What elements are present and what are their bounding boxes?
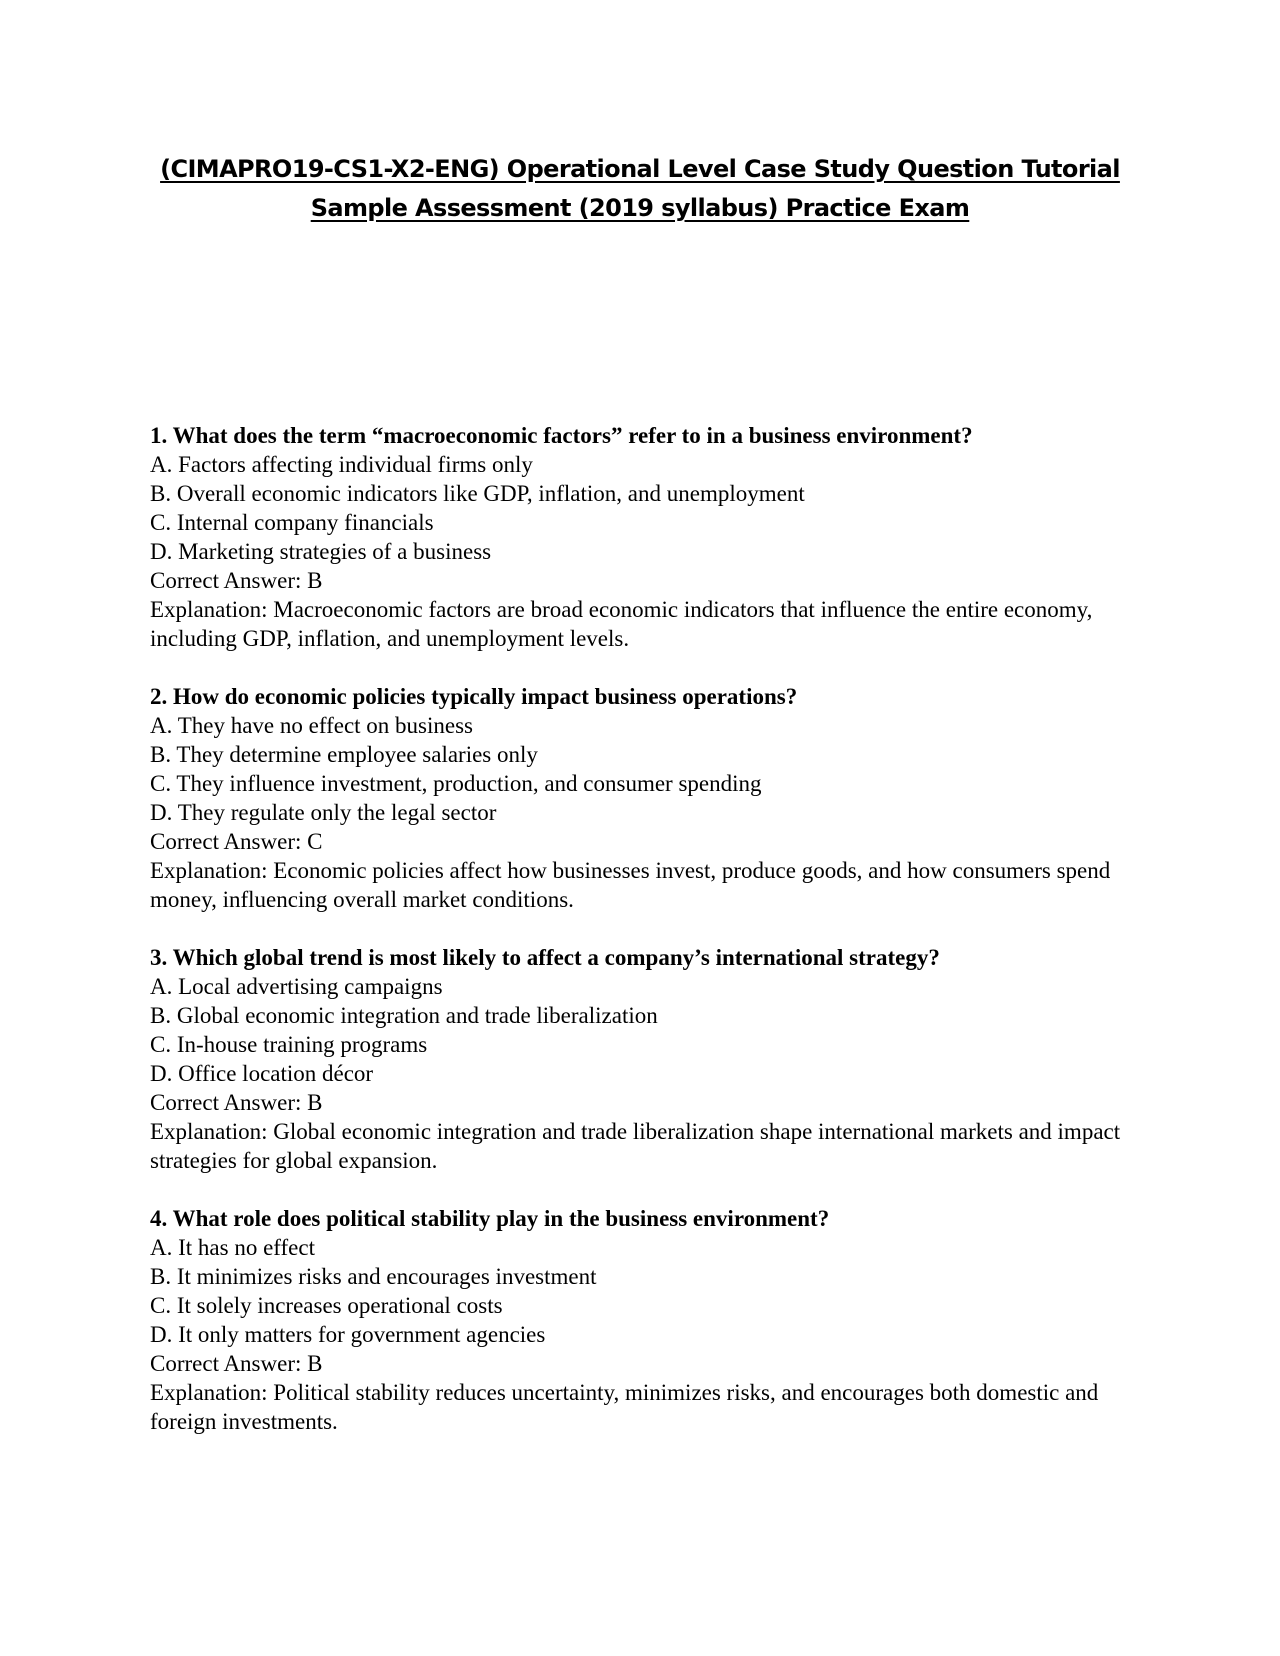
option-c: C. They influence investment, production, and consumer spending <box>150 771 762 796</box>
option-b: B. They determine employee salaries only <box>150 742 538 767</box>
option-d: D. Office location décor <box>150 1061 374 1086</box>
option-a: A. Local advertising campaigns <box>150 974 443 999</box>
question-list <box>150 421 1150 1465</box>
question-text: 2. How do economic policies typically impact business operations? <box>150 684 798 709</box>
correct-answer: Correct Answer: B <box>150 1090 323 1115</box>
explanation: Explanation: Global economic integration and trade liberalization shape international markets and impact strategies for global expansion. <box>150 1119 1121 1173</box>
option-b: B. Overall economic indicators like GDP, inflation, and unemployment <box>150 481 805 506</box>
option-c: C. Internal company financials <box>150 510 434 535</box>
option-b: B. It minimizes risks and encourages investment <box>150 1264 597 1289</box>
option-b: B. Global economic integration and trade liberalization <box>150 1003 658 1028</box>
option-d: D. They regulate only the legal sector <box>150 800 497 825</box>
title-line-2: Sample Assessment (2019 syllabus) Practice Exam <box>310 194 970 222</box>
question-text: 1. What does the term “macroeconomic factors” refer to in a business environment? <box>150 423 973 448</box>
option-c: C. It solely increases operational costs <box>150 1293 503 1318</box>
question-3 <box>150 943 1150 1175</box>
question-2 <box>150 682 1150 914</box>
explanation: Explanation: Macroeconomic factors are broad economic indicators that influence the entire economy, including GDP, inflation, and unemployment levels. <box>150 597 1093 651</box>
option-d: D. It only matters for government agencies <box>150 1322 546 1347</box>
option-a: A. It has no effect <box>150 1235 315 1260</box>
option-d: D. Marketing strategies of a business <box>150 539 492 564</box>
explanation: Explanation: Political stability reduces uncertainty, minimizes risks, and encourages both domestic and foreign investments. <box>150 1380 1099 1434</box>
title-line-1: (CIMAPRO19-CS1-X2-ENG) Operational Level Case Study Question Tutorial <box>160 155 1120 183</box>
correct-answer: Correct Answer: B <box>150 568 323 593</box>
correct-answer: Correct Answer: B <box>150 1351 323 1376</box>
question-4 <box>150 1204 1150 1436</box>
correct-answer: Correct Answer: C <box>150 829 323 854</box>
option-a: A. Factors affecting individual firms only <box>150 452 533 477</box>
page-title <box>0 150 1280 228</box>
option-a: A. They have no effect on business <box>150 713 473 738</box>
question-text: 3. Which global trend is most likely to affect a company’s international strategy? <box>150 945 940 970</box>
explanation: Explanation: Economic policies affect how businesses invest, produce goods, and how consumers spend money, influencing overall market conditions. <box>150 858 1111 912</box>
question-text: 4. What role does political stability play in the business environment? <box>150 1206 830 1231</box>
question-1 <box>150 421 1150 653</box>
option-c: C. In-house training programs <box>150 1032 428 1057</box>
